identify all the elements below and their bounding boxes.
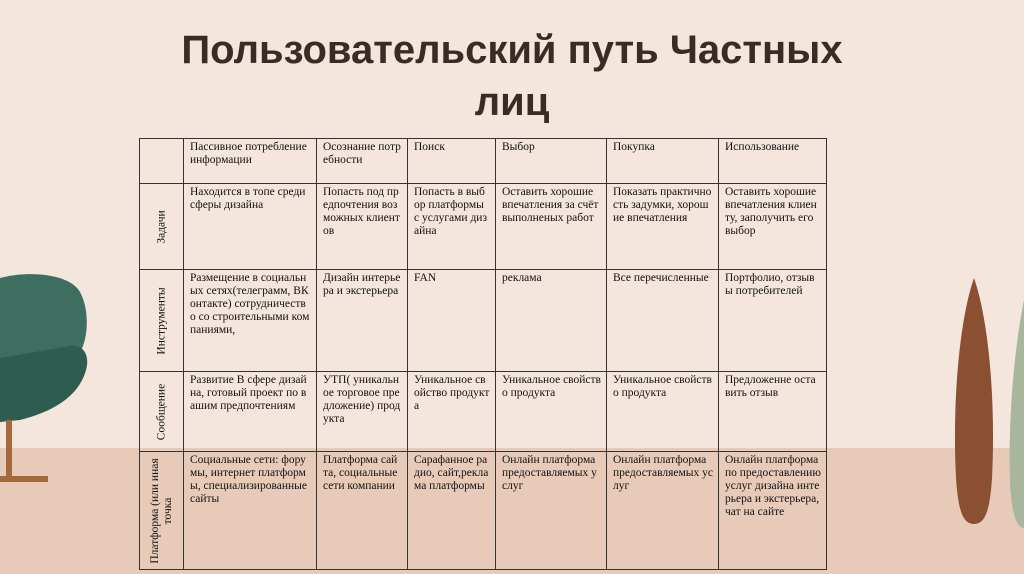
stage-header: Осознание потребности <box>317 139 408 184</box>
table-cell: Оставить хорошие впечатления за счёт выполненых работ <box>496 184 607 270</box>
title-line-1: Пользовательский путь Частных <box>181 28 843 72</box>
stage-header: Покупка <box>607 139 719 184</box>
table-cell: Оставить хорошие впечатления клиенту, заполучить его выбор <box>719 184 827 270</box>
row-header: Инструменты <box>140 270 184 372</box>
table-cell: Уникальное свойство продукта <box>607 372 719 452</box>
table-cell: Находится в топе среди сферы дизайна <box>184 184 317 270</box>
table-cell: Размещение в социальных сетях(телеграмм, ВКонтакте) сотрудничество со строительными компаниями, <box>184 270 317 372</box>
table-cell: Платформа сайта, социальные сети компании <box>317 452 408 570</box>
table-cell: Социальные сети: форумы, интернет платформы, специализированные сайты <box>184 452 317 570</box>
table-row <box>140 184 827 270</box>
table-row <box>140 372 827 452</box>
table-cell: Показать практичность задумки, хорошие впечатления <box>607 184 719 270</box>
customer-journey-table <box>139 138 827 570</box>
table-cell: Сарафанное радио, сайт,реклама платформы <box>408 452 496 570</box>
table-cell: Портфолио, отзывы потребителей <box>719 270 827 372</box>
stage-header: Поиск <box>408 139 496 184</box>
table-cell: Развитие В сфере дизайна, готовый проект по вашим предпочтениям <box>184 372 317 452</box>
corner-cell <box>140 139 184 184</box>
table-cell: Попасть под предпочтения возможных клиентов <box>317 184 408 270</box>
table-cell: Попасть в выбор платформы с услугами дизайна <box>408 184 496 270</box>
stage-header: Использование <box>719 139 827 184</box>
table-cell: FAN <box>408 270 496 372</box>
table-row <box>140 452 827 570</box>
brown-vase-illustration <box>948 278 1000 526</box>
page-title <box>0 24 1024 128</box>
table-cell: Дизайн интерьера и экстерьера <box>317 270 408 372</box>
table-cell: Онлайн платформа предоставляемых услуг <box>607 452 719 570</box>
title-line-2: лиц <box>474 80 550 124</box>
table-cell: Онлайн платформа по предоставлению услуг дизайна интерьера и экстерьера, чат на сайте <box>719 452 827 570</box>
table-cell: Онлайн платформа предоставляемых услуг <box>496 452 607 570</box>
stage-header: Выбор <box>496 139 607 184</box>
armchair-illustration <box>0 270 90 485</box>
table-cell: реклама <box>496 270 607 372</box>
table-cell: Уникальное свойство продукта <box>408 372 496 452</box>
row-header: Платформа (или иная точка <box>140 452 184 570</box>
row-header: Задачи <box>140 184 184 270</box>
table-cell: УТП( уникальное торговое предложение) продукта <box>317 372 408 452</box>
green-vase-illustration <box>1008 300 1024 530</box>
table-row <box>140 270 827 372</box>
table-cell: Предложенне оставить отзыв <box>719 372 827 452</box>
row-header: Сообщение <box>140 372 184 452</box>
stage-header: Пассивное потребление информации <box>184 139 317 184</box>
table-cell: Уникальное свойство продукта <box>496 372 607 452</box>
table-cell: Все перечисленные <box>607 270 719 372</box>
table-header-row <box>140 139 827 184</box>
